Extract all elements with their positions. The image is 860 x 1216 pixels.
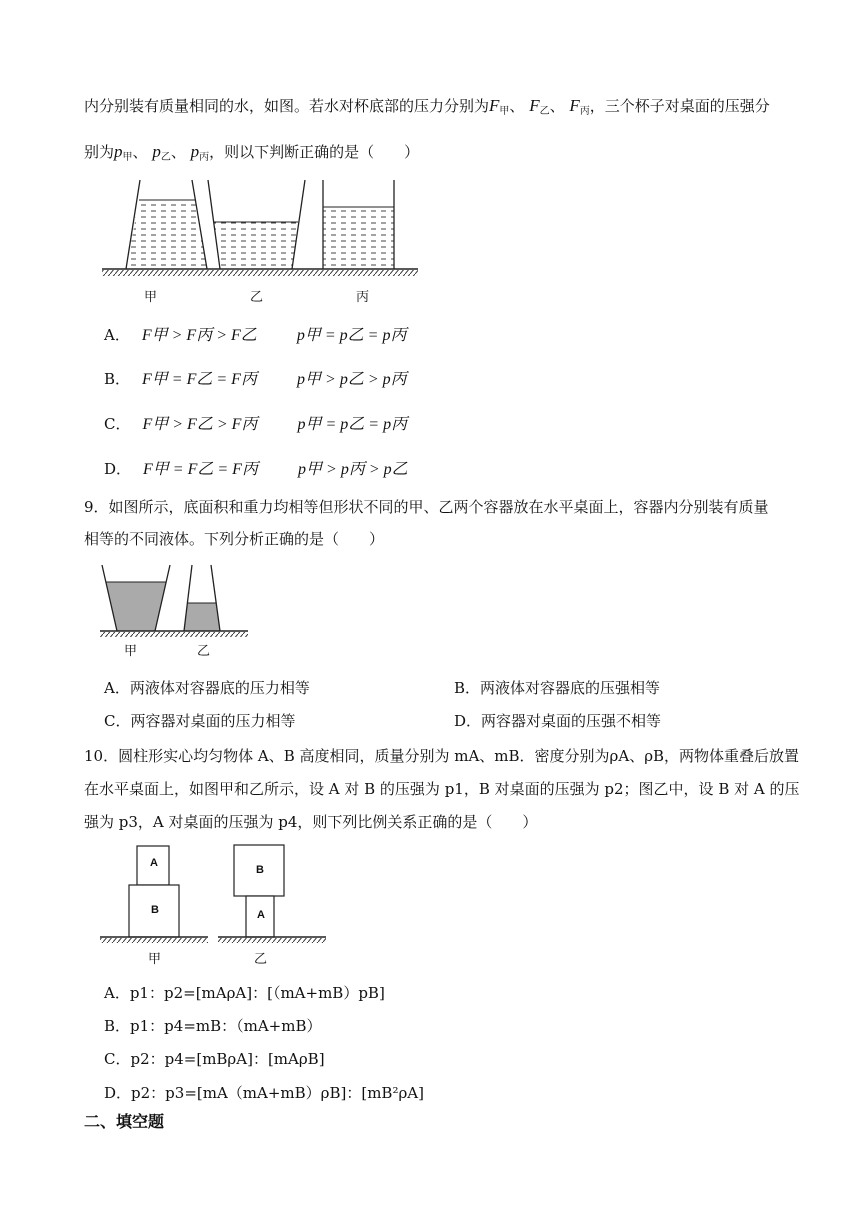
q10-stem-line2: 在水平桌面上，如图甲和乙所示，设 A 对 B 的压强为 p1，B 对桌面的压强为 p2；图乙中，设 B 对 A 的压: [84, 780, 800, 798]
f-symbol: F: [489, 96, 500, 115]
q8-stem-line1: [84, 95, 770, 117]
sub: 乙: [160, 152, 171, 163]
q9-stem-line2: 相等的不同液体。下列分析正确的是（ ）: [84, 530, 385, 548]
q9-option-c: C．两容器对桌面的压力相等: [104, 712, 296, 730]
q10-label-a-jia: A: [150, 857, 158, 869]
section-title: 二、填空题: [84, 1112, 165, 1131]
f-symbol: F: [569, 96, 580, 115]
q9-yi-liquid: [184, 603, 220, 631]
q9-fig-label-yi: 乙: [197, 644, 211, 659]
q10-stem-line3: 强为 p3，A 对桌面的压强为 p4，则下列比例关系正确的是（ ）: [84, 813, 538, 831]
option-formula-p: p甲 = p乙 = p丙: [296, 327, 407, 344]
sep: 、: [170, 143, 186, 161]
q8-fig-label-jia: 甲: [144, 290, 158, 305]
sub: 丙: [579, 106, 590, 117]
option-formula-p: p甲 > p乙 > p丙: [297, 371, 407, 388]
q8-option-b: [104, 366, 407, 389]
q8-option-c: [104, 411, 407, 434]
q8-stem-text3: 别为: [84, 143, 115, 161]
q10-fig-label-jia: 甲: [148, 952, 162, 967]
cup-bing-water: [323, 207, 394, 269]
option-formula-p: p甲 > p丙 > p乙: [298, 461, 408, 478]
p-symbol: p: [114, 142, 123, 161]
q10-option-a: A．p1：p2=[mAρA]：[（mA+mB）pB]: [104, 984, 385, 1002]
q9-option-d: D．两容器对桌面的压强不相等: [454, 712, 662, 730]
p-symbol: p: [152, 142, 161, 161]
sub: 丙: [199, 152, 210, 163]
table-hatch: [102, 270, 418, 276]
option-label: A．: [104, 326, 130, 344]
sep: 、: [549, 97, 565, 115]
q10-label-a-yi: A: [257, 909, 265, 921]
q9-figure-containers: [98, 562, 250, 642]
q8-stem-line2: [84, 141, 419, 163]
sub: 甲: [122, 152, 133, 163]
q10-stem-line1: 10．圆柱形实心均匀物体 A、B 高度相同，质量分别为 mA、mB．密度分别为ρA、ρB，两物体重叠后放置: [84, 747, 800, 765]
q9-fig-label-jia: 甲: [124, 644, 138, 659]
option-formula-p: p甲 = p乙 = p丙: [297, 416, 408, 433]
f-symbol: F: [529, 96, 540, 115]
q8-option-d: [104, 456, 408, 479]
option-formula-f: F甲 = F乙 = F丙: [143, 461, 258, 478]
table-hatch: [218, 938, 326, 943]
q10-figure-blocks: [98, 840, 330, 950]
q10-option-c: C．p2：p4=[mBρA]：[mAρB]: [104, 1050, 325, 1068]
table-hatch: [100, 632, 248, 637]
q8-stem-text4: ，则以下判断正确的是（ ）: [209, 143, 420, 161]
option-formula-f: F甲 > F乙 > F丙: [142, 416, 258, 433]
sep: 、: [132, 143, 148, 161]
q10-fig-label-yi: 乙: [254, 952, 268, 967]
q9-option-b: B．两液体对容器底的压强相等: [454, 679, 661, 697]
sub: 乙: [539, 106, 550, 117]
p-symbol: p: [190, 142, 200, 161]
option-label: D．: [104, 460, 132, 478]
sub: 甲: [499, 106, 510, 117]
q8-fig-label-yi: 乙: [250, 290, 264, 305]
q8-figure-cups: [100, 178, 420, 303]
q10-option-b: B．p1：p4=mB：（mA+mB）: [104, 1017, 322, 1035]
option-label: B．: [104, 370, 131, 388]
q9-option-a: A．两液体对容器底的压力相等: [104, 679, 310, 697]
option-formula-f: F甲 = F乙 = F丙: [142, 371, 257, 388]
cup-yi-water: [214, 222, 298, 269]
option-formula-f: F甲 > F丙 > F乙: [141, 327, 257, 344]
q8-option-a: [104, 322, 406, 345]
cup-jia-water: [126, 200, 207, 269]
q10-label-b-yi: B: [256, 864, 264, 876]
q8-stem-text: 内分别装有质量相同的水，如图。若水对杯底部的压力分别为: [84, 97, 490, 115]
sep: 、: [509, 97, 525, 115]
table-hatch: [100, 938, 208, 943]
q10-option-d: D．p2：p3=[mA（mA+mB）ρB]：[mB²ρA]: [104, 1084, 424, 1102]
q8-stem-text2: ，三个杯子对桌面的压强分: [589, 97, 770, 115]
q8-fig-label-bing: 丙: [356, 290, 370, 305]
q10-label-b-jia: B: [151, 904, 159, 916]
option-label: C．: [104, 415, 131, 433]
q9-stem-line1: 9．如图所示，底面积和重力均相等但形状不同的甲、乙两个容器放在水平桌面上，容器内分别装有质量: [84, 498, 769, 516]
